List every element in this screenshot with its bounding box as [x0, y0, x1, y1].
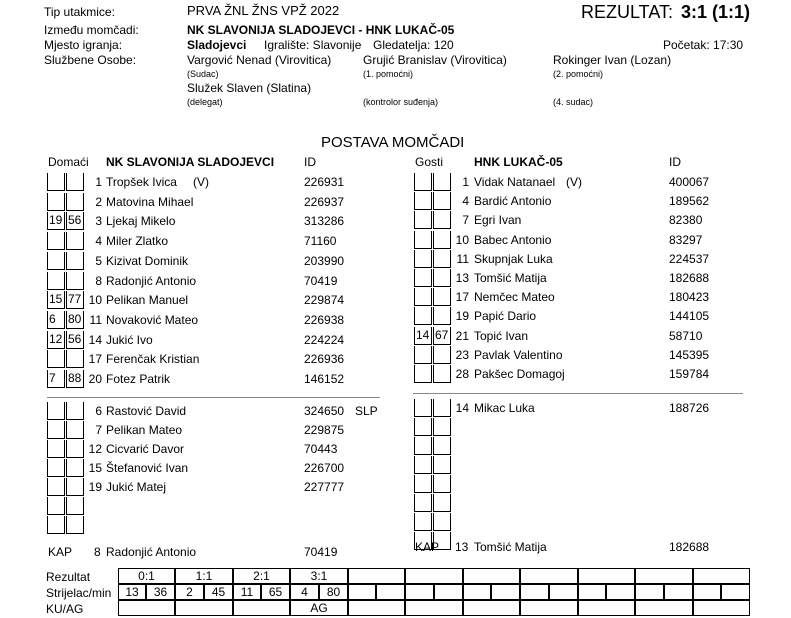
away-player-id: 224537: [669, 252, 710, 266]
igraliste: Igralište: Slavonije: [264, 38, 362, 52]
home-minute-box: 56: [66, 212, 84, 230]
away-player-number: 1: [462, 175, 469, 189]
home-minute-box: [47, 232, 65, 250]
home-sub-id: 229875: [304, 423, 345, 437]
home-id-label: ID: [304, 155, 316, 169]
away-divider: [413, 393, 743, 394]
mjesto-label: Mjesto igranja:: [44, 38, 123, 52]
home-minute-box: 19: [47, 212, 65, 230]
home-minute-box: [47, 350, 65, 368]
official-role: (4. sudac): [553, 97, 594, 107]
away-player-id: 159784: [669, 367, 710, 381]
home-sub-name: Pelikan Mateo: [106, 423, 183, 437]
official-name: Služek Slaven (Slatina): [187, 81, 312, 95]
result-cell: [463, 568, 520, 584]
kuag-cell: [118, 600, 175, 616]
pocetak: Početak: 17:30: [663, 38, 744, 52]
home-player-name: Miler Zlatko: [106, 234, 169, 248]
home-player-number: 11: [89, 313, 102, 327]
home-player-name: Matovina Mihael: [106, 195, 194, 209]
away-sub-minute-box: [414, 494, 432, 512]
away-player-suffix: (V): [566, 175, 582, 189]
home-sub-number: 12: [88, 442, 102, 456]
home-sub-minute-box: [47, 478, 65, 496]
home-sub-minute-box: [47, 516, 65, 534]
home-minute-box: 77: [66, 291, 84, 309]
home-sub-id: 324650: [304, 404, 345, 418]
home-player-number: 17: [88, 352, 102, 366]
home-sub-id: 226700: [304, 461, 345, 475]
away-player-name: Topić Ivan: [474, 329, 529, 343]
away-sub-number: 14: [455, 401, 469, 415]
home-player-number: 3: [95, 214, 102, 228]
away-minute-box: 14: [414, 327, 432, 345]
official-role: (2. pomoćni): [553, 69, 604, 79]
scorer-minute-cell: [491, 584, 520, 600]
away-minute-box: [414, 269, 432, 287]
home-player-id: 71160: [304, 234, 337, 248]
scorer-minute-cell: [376, 584, 405, 600]
away-sub-id: 188726: [669, 401, 710, 415]
home-player-id: 226936: [304, 352, 345, 366]
official-role: (Sudac): [187, 69, 219, 79]
home-side-label: Domaći: [48, 155, 89, 169]
scorer-minute-cell: [434, 584, 463, 600]
away-minute-box: [414, 365, 432, 383]
home-sub-extra: SLP: [355, 404, 378, 418]
scorer-number-cell: 13: [118, 584, 146, 600]
home-player-number: 10: [88, 293, 102, 307]
home-player-suffix: (V): [193, 175, 209, 189]
kuag-cell: [520, 600, 578, 616]
home-sub-name: Cicvarić Davor: [106, 442, 185, 456]
home-player-name: Radonjić Antonio: [106, 274, 197, 288]
home-minute-box: 15: [47, 291, 65, 309]
away-player-name: Bardić Antonio: [474, 194, 552, 208]
scorer-minute-cell: 45: [204, 584, 233, 600]
official-name: Vargović Nenad (Virovitica): [187, 53, 332, 67]
postava-title: POSTAVA MOMČADI: [321, 134, 465, 151]
result-cell: 3:1: [290, 568, 348, 584]
home-minute-box: 88: [66, 370, 84, 388]
away-sub-minute-box: [433, 475, 451, 493]
away-minute-box: [414, 346, 432, 364]
away-minute-box: 67: [433, 327, 451, 345]
home-sub-name: Rastović David: [106, 404, 187, 418]
away-minute-box: [414, 307, 432, 325]
home-kap-label: KAP: [48, 545, 73, 559]
scorer-minute-cell: [606, 584, 635, 600]
official-role: (1. pomoćni): [363, 69, 414, 79]
away-minute-box: [414, 288, 432, 306]
away-player-id: 182688: [669, 271, 710, 285]
away-sub-minute-box: [414, 418, 432, 436]
away-kap-id: 182688: [669, 540, 710, 554]
home-sub-name: Jukić Matej: [106, 480, 167, 494]
gledatelja: Gledatelja: 120: [373, 38, 454, 52]
home-player-name: Ferenčak Kristian: [106, 352, 200, 366]
home-player-id: 313286: [304, 214, 345, 228]
home-sub-minute-box: [47, 421, 65, 439]
home-minute-box: [47, 193, 65, 211]
home-player-id: 203990: [304, 254, 345, 268]
scorer-number-cell: 11: [233, 584, 261, 600]
kuag-row-label: KU/AG: [46, 602, 84, 616]
away-sub-minute-box: [414, 456, 432, 474]
home-kap-num: 8: [94, 545, 101, 559]
home-player-name: Jukić Ivo: [106, 333, 153, 347]
away-player-number: 17: [455, 290, 469, 304]
home-minute-box: 56: [66, 331, 84, 349]
kuag-cell: [635, 600, 693, 616]
home-sub-id: 70443: [304, 442, 338, 456]
away-player-name: Skupnjak Luka: [474, 252, 553, 266]
scorer-number-cell: 2: [175, 584, 204, 600]
scorer-minute-cell: [721, 584, 750, 600]
home-player-id: 70419: [304, 274, 338, 288]
scorer-number-cell: [463, 584, 491, 600]
scorer-number-cell: [405, 584, 434, 600]
kuag-cell: [233, 600, 290, 616]
away-sub-minute-box: [433, 456, 451, 474]
result-cell: [578, 568, 635, 584]
kuag-cell: [175, 600, 233, 616]
home-player-id: 226931: [304, 175, 345, 189]
away-sub-minute-box: [414, 399, 432, 417]
home-player-id: 146152: [304, 372, 345, 386]
away-sub-minute-box: [414, 513, 432, 531]
scorer-minute-cell: [549, 584, 578, 600]
result-cell: [635, 568, 693, 584]
home-sub-minute-box: [47, 440, 65, 458]
away-player-name: Babec Antonio: [474, 233, 552, 247]
away-player-id: 82380: [669, 213, 703, 227]
away-player-number: 21: [455, 329, 469, 343]
home-kap-name: Radonjić Antonio: [106, 545, 197, 559]
result-cell: [520, 568, 578, 584]
official-name: Grujić Branislav (Virovitica): [363, 53, 507, 67]
home-minute-box: [47, 173, 65, 191]
scorer-number-cell: [520, 584, 549, 600]
home-minute-box: 80: [66, 311, 84, 329]
scorer-minute-cell: 36: [146, 584, 175, 600]
home-sub-minute-box: [47, 402, 65, 420]
away-player-name: Pakšec Domagoj: [474, 367, 565, 381]
home-player-id: 226937: [304, 195, 345, 209]
home-player-name: Fotez Patrik: [106, 372, 171, 386]
home-sub-minute-box: [66, 497, 84, 515]
home-player-name: Ljekaj Mikelo: [106, 214, 176, 228]
kuag-cell: [405, 600, 463, 616]
home-minute-box: 7: [47, 370, 65, 388]
result-cell: 0:1: [118, 568, 175, 584]
home-player-number: 1: [95, 175, 102, 189]
home-minute-box: 12: [47, 331, 65, 349]
away-side-label: Gosti: [415, 155, 444, 169]
away-minute-box: [414, 211, 432, 229]
away-player-number: 4: [462, 194, 469, 208]
away-sub-minute-box: [414, 437, 432, 455]
home-kap-id: 70419: [304, 545, 338, 559]
strijelac-row-label: Strijelac/min: [46, 586, 112, 600]
away-player-name: Tomšić Matija: [474, 271, 547, 285]
away-player-name: Papić Dario: [474, 309, 537, 323]
away-kap-name: Tomšić Matija: [474, 540, 547, 554]
home-player-number: 8: [95, 274, 102, 288]
home-team-name: NK SLAVONIJA SLADOJEVCI: [106, 155, 275, 169]
home-player-number: 4: [95, 234, 102, 248]
away-minute-box: [414, 231, 432, 249]
away-player-name: Nemčec Mateo: [474, 290, 555, 304]
away-sub-minute-box: [433, 513, 451, 531]
kuag-cell: [463, 600, 520, 616]
izmedu-value: NK SLAVONIJA SLADOJEVCI - HNK LUKAČ-05: [187, 23, 455, 37]
home-minute-box: 6: [47, 311, 65, 329]
kuag-cell: [693, 600, 750, 616]
rezultat-value: 3:1 (1:1): [681, 2, 751, 22]
away-player-name: Vidak Natanael: [474, 175, 556, 189]
away-player-number: 23: [455, 348, 469, 362]
home-sub-number: 15: [88, 461, 102, 475]
away-player-id: 58710: [669, 329, 703, 343]
scorer-minute-cell: 65: [261, 584, 290, 600]
away-player-id: 144105: [669, 309, 710, 323]
result-cell: 1:1: [175, 568, 233, 584]
home-minute-box: [47, 272, 65, 290]
away-player-number: 10: [455, 233, 469, 247]
kuag-cell: [578, 600, 635, 616]
home-sub-minute-box: [66, 516, 84, 534]
result-cell: 2:1: [233, 568, 290, 584]
result-cell: [348, 568, 405, 584]
away-minute-box: [414, 192, 432, 210]
away-player-id: 400067: [669, 175, 710, 189]
tip-value: PRVA ŽNL ŽNS VPŽ 2022: [187, 3, 340, 18]
away-player-id: 83297: [669, 233, 703, 247]
away-player-number: 11: [456, 252, 469, 266]
away-sub-minute-box: [433, 418, 451, 436]
home-player-number: 20: [88, 372, 102, 386]
away-player-id: 189562: [669, 194, 710, 208]
scorer-number-cell: [693, 584, 721, 600]
away-sub-minute-box: [414, 475, 432, 493]
izmedu-label: Između momčadi:: [44, 23, 139, 37]
scorer-number-cell: [348, 584, 376, 600]
away-player-number: 13: [455, 271, 469, 285]
home-player-id: 224224: [304, 333, 345, 347]
result-cell: [405, 568, 463, 584]
kuag-cell: [348, 600, 405, 616]
away-player-id: 145395: [669, 348, 710, 362]
away-sub-minute-box: [433, 437, 451, 455]
official-role: (kontrolor suđenja): [363, 97, 439, 107]
home-player-id: 226938: [304, 313, 345, 327]
home-player-id: 229874: [304, 293, 345, 307]
rezultat-row-label: Rezultat: [46, 570, 91, 584]
home-player-number: 14: [88, 333, 102, 347]
away-player-number: 7: [462, 213, 469, 227]
rezultat-label: REZULTAT:: [581, 2, 674, 22]
home-sub-name: Štefanović Ivan: [106, 461, 189, 475]
home-player-name: Kizivat Dominik: [106, 254, 189, 268]
away-player-id: 180423: [669, 290, 710, 304]
away-player-name: Egri Ivan: [474, 213, 522, 227]
tip-label: Tip utakmice:: [44, 5, 115, 19]
away-sub-name: Mikac Luka: [474, 401, 535, 415]
scorer-number-cell: 4: [290, 584, 319, 600]
scorer-minute-cell: [664, 584, 693, 600]
home-player-number: 5: [95, 254, 102, 268]
away-minute-box: [414, 250, 432, 268]
home-sub-number: 7: [95, 423, 102, 437]
home-player-name: Tropšek Ivica: [106, 175, 177, 189]
away-player-name: Pavlak Valentino: [474, 348, 563, 362]
home-sub-id: 227777: [304, 480, 345, 494]
away-player-number: 28: [455, 367, 469, 381]
sluzbene-label: Službene Osobe:: [44, 53, 137, 67]
away-player-number: 19: [455, 309, 469, 323]
away-kap-label: KAP: [415, 540, 440, 554]
mjesto-value: Sladojevci: [187, 38, 247, 52]
home-sub-minute-box: [47, 497, 65, 515]
home-sub-number: 19: [88, 480, 102, 494]
scorer-number-cell: [635, 584, 664, 600]
home-sub-minute-box: [47, 459, 65, 477]
away-id-label: ID: [669, 155, 681, 169]
home-player-number: 2: [95, 195, 102, 209]
scorer-minute-cell: 80: [319, 584, 348, 600]
away-minute-box: [414, 173, 432, 191]
scorer-number-cell: [578, 584, 606, 600]
away-sub-minute-box: [433, 494, 451, 512]
home-minute-box: [47, 252, 65, 270]
away-kap-num: 13: [455, 540, 469, 554]
result-cell: [693, 568, 750, 584]
official-name: Rokinger Ivan (Lozan): [553, 53, 672, 67]
home-sub-number: 6: [95, 404, 102, 418]
home-player-name: Pelikan Manuel: [106, 293, 189, 307]
kuag-cell: AG: [290, 600, 348, 616]
official-role: (delegat): [187, 97, 223, 107]
home-player-name: Novaković Mateo: [106, 313, 199, 327]
away-team-name: HNK LUKAČ-05: [474, 155, 563, 169]
home-divider: [47, 397, 380, 398]
